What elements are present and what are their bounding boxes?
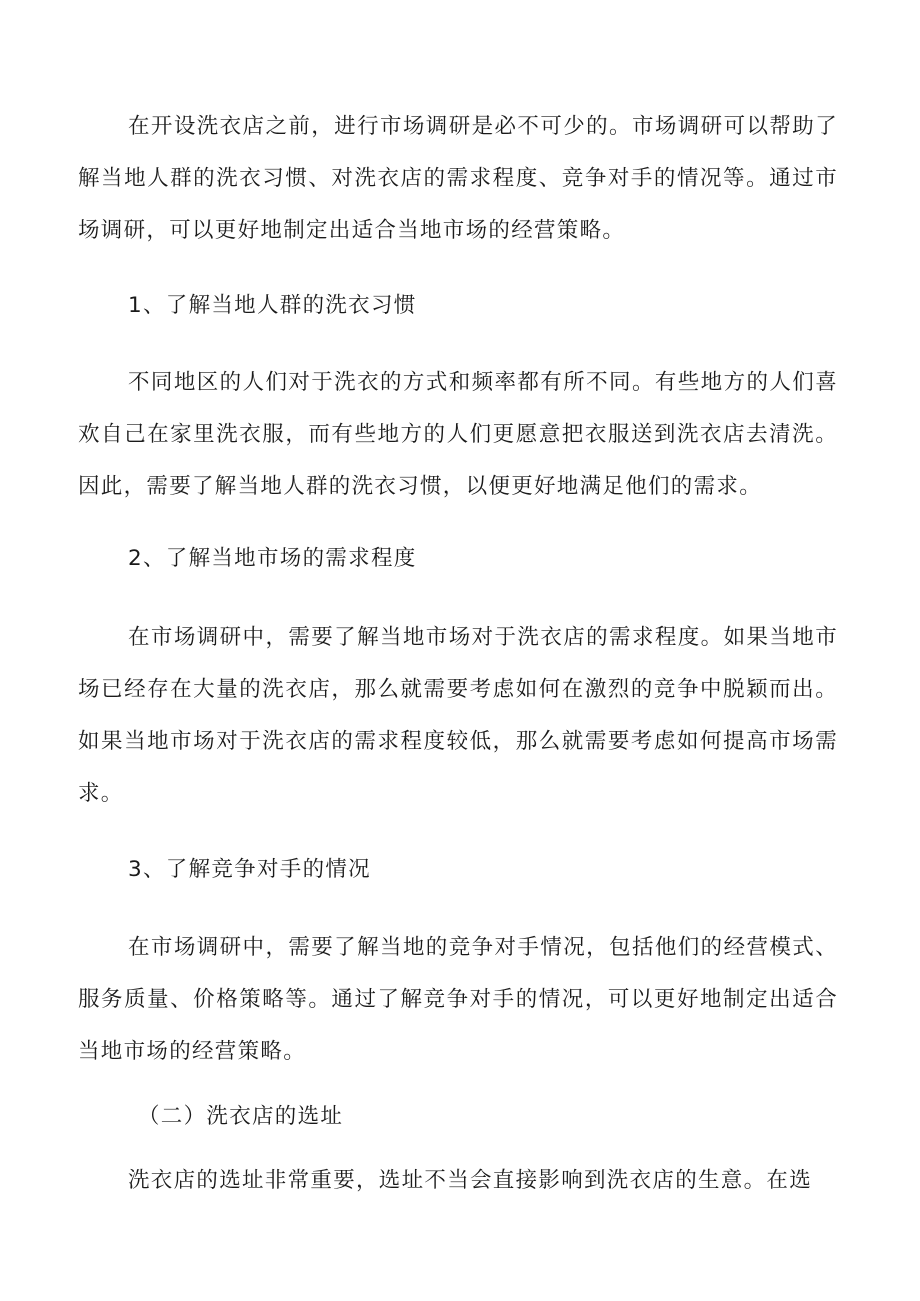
part-2-heading: （二）洗衣店的选址: [138, 1104, 344, 1129]
section-3-heading: 3、了解竞争对手的情况: [128, 857, 371, 882]
section-1-paragraph: 不同地区的人们对于洗衣的方式和频率都有所不同。有些地方的人们喜欢自己在家里洗衣服，而有些地方的人们更愿意把衣服送到洗衣店去清洗。因此，需要了解当地人群的洗衣习惯，以便更好地满足他们的需求。: [78, 370, 838, 499]
section-2-paragraph: 在市场调研中，需要了解当地市场对于洗衣店的需求程度。如果当地市场已经存在大量的洗衣店，那么就需要考虑如何在激烈的竞争中脱颖而出。如果当地市场对于洗衣店的需求程度较低，那么就需要考虑如何提高市场需求。: [78, 625, 838, 806]
intro-paragraph: 在开设洗衣店之前，进行市场调研是必不可少的。市场调研可以帮助了解当地人群的洗衣习惯、对洗衣店的需求程度、竞争对手的情况等。通过市场调研，可以更好地制定出适合当地市场的经营策略。: [78, 114, 838, 243]
section-2-heading: 2、了解当地市场的需求程度: [128, 546, 417, 571]
part-2-paragraph: 洗衣店的选址非常重要，选址不当会直接影响到洗衣店的生意。在选: [128, 1168, 813, 1193]
section-3-paragraph: 在市场调研中，需要了解当地的竞争对手情况，包括他们的经营模式、服务质量、价格策略等。通过了解竞争对手的情况，可以更好地制定出适合当地市场的经营策略。: [78, 935, 838, 1064]
section-1-heading: 1、了解当地人群的洗衣习惯: [128, 293, 417, 318]
